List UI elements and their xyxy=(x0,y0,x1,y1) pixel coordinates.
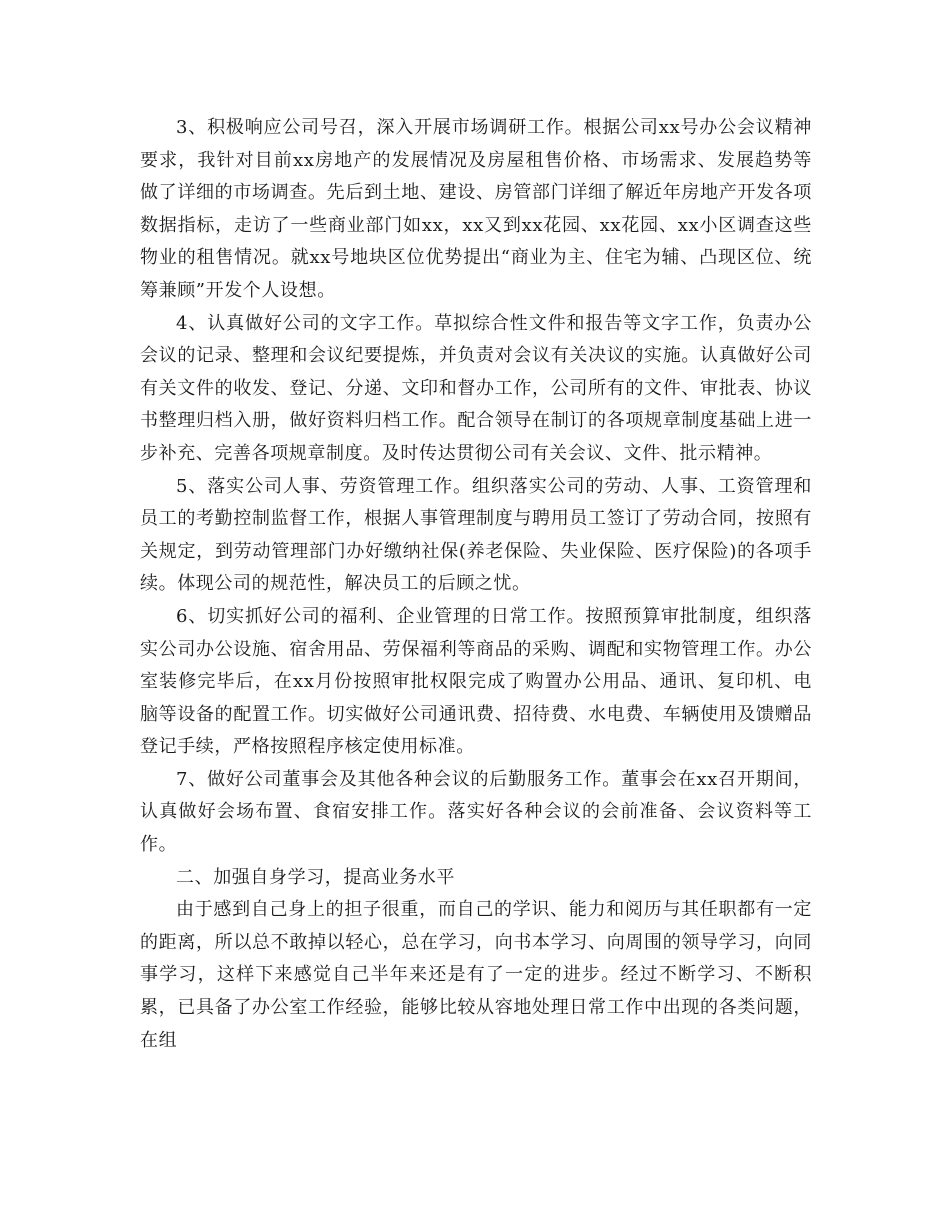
paragraph-item-3: 3、积极响应公司号召，深入开展市场调研工作。根据公司xx号办公会议精神要求，我针对目前xx房地产的发展情况及房屋租售价格、市场需求、发展趋势等做了详细的市场调查。先后到土地、建设、房管部门详细了解近年房地产开发各项数据指标，走访了一些商业部门如xx，xx又到xx花园、xx花园、xx小区调查这些物业的租售情况。就xx号地块区位优势提出“商业为主、住宅为辅、凸现区位、统筹兼顾”开发个人设想。 xyxy=(140,117,812,301)
document-body xyxy=(140,112,812,1057)
paragraph-item-6: 6、切实抓好公司的福利、企业管理的日常工作。按照预算审批制度，组织落实公司办公设施、宿舍用品、劳保福利等商品的采购、调配和实物管理工作。办公室装修完毕后，在xx月份按照审批权限完成了购置办公用品、通讯、复印机、电脑等设备的配置工作。切实做好公司通讯费、招待费、水电费、车辆使用及馈赠品登记手续，严格按照程序核定使用标准。 xyxy=(140,605,812,758)
paragraph-item-4: 4、认真做好公司的文字工作。草拟综合性文件和报告等文字工作，负责办公会议的记录、整理和会议纪要提炼，并负责对会议有关决议的实施。认真做好公司有关文件的收发、登记、分递、文印和督办工作，公司所有的文件、审批表、协议书整理归档入册，做好资料归档工作。配合领导在制订的各项规章制度基础上进一步补充、完善各项规章制度。及时传达贯彻公司有关会议、文件、批示精神。 xyxy=(140,312,812,464)
paragraph-item-5: 5、落实公司人事、劳资管理工作。组织落实公司的劳动、人事、工资管理和员工的考勤控制监督工作，根据人事管理制度与聘用员工签订了劳动合同，按照有关规定，到劳动管理部门办好缴纳社保(养老保险、失业保险、医疗保险)的各项手续。体现公司的规范性，解决员工的后顾之忧。 xyxy=(140,475,812,595)
paragraph-item-7: 7、做好公司董事会及其他各种会议的后勤服务工作。董事会在xx召开期间，认真做好会场布置、食宿安排工作。落实好各种会议的会前准备、会议资料等工作。 xyxy=(140,768,812,856)
section-heading: 二、加强自身学习，提高业务水平 xyxy=(176,866,455,888)
paragraph-self-study: 由于感到自己身上的担子很重，而自己的学识、能力和阅历与其任职都有一定的距离，所以总不敢掉以轻心，总在学习，向书本学习、向周围的领导学习，向同事学习，这样下来感觉自己半年来还是有了一定的进步。经过不断学习、不断积累，已具备了办公室工作经验，能够比较从容地处理日常工作中出现的各类问题，在组 xyxy=(140,899,812,1051)
